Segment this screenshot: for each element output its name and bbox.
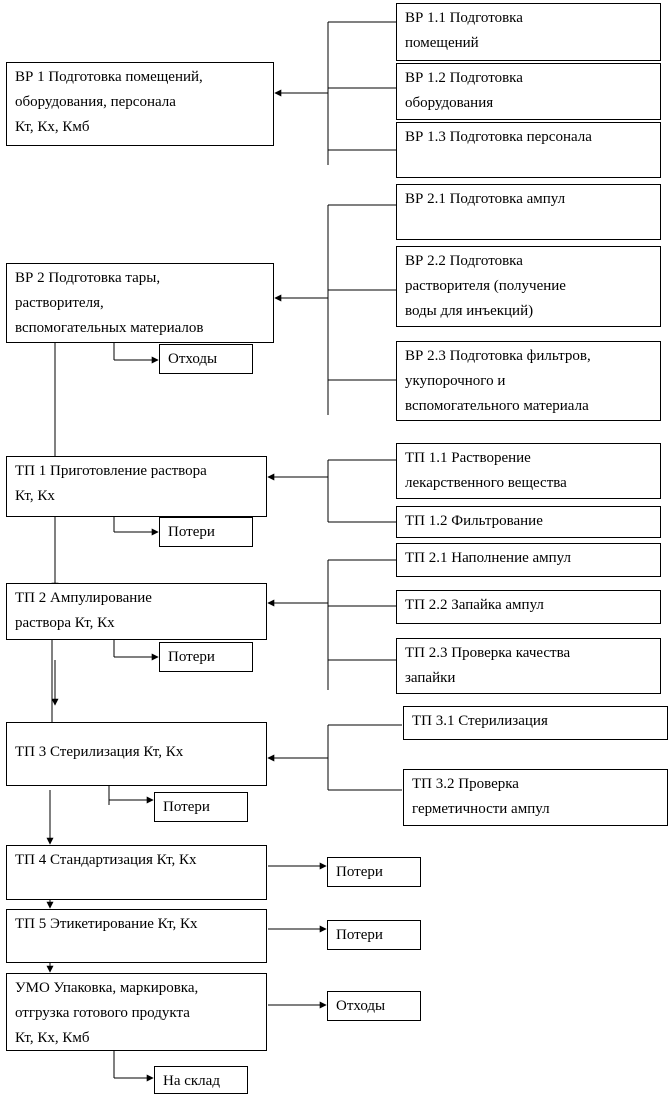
block-tp1: ТП 1 Приготовление раствора Кт, Кх	[6, 456, 267, 517]
block-tp2-2: ТП 2.2 Запайка ампул	[396, 590, 661, 624]
block-tp3: ТП 3 Стерилизация Кт, Кх	[6, 722, 267, 786]
block-vr1-2: ВР 1.2 Подготовка оборудования	[396, 63, 661, 120]
block-waste-2: Отходы	[327, 991, 421, 1021]
block-loss-3: Потери	[154, 792, 248, 822]
block-tp2: ТП 2 Ампулирование раствора Кт, Кх	[6, 583, 267, 640]
block-vr2: ВР 2 Подготовка тары, растворителя, вспомогательных материалов	[6, 263, 274, 343]
block-tp1-1: ТП 1.1 Растворение лекарственного вещества	[396, 443, 661, 499]
block-loss-5: Потери	[327, 920, 421, 950]
block-tp2-3: ТП 2.3 Проверка качества запайки	[396, 638, 661, 694]
block-vr1-1: ВР 1.1 Подготовка помещений	[396, 3, 661, 61]
block-loss-1: Потери	[159, 517, 253, 547]
block-vr1-3: ВР 1.3 Подготовка персонала	[396, 122, 661, 178]
block-vr2-2: ВР 2.2 Подготовка растворителя (получение воды для инъекций)	[396, 246, 661, 327]
block-tp1-2: ТП 1.2 Фильтрование	[396, 506, 661, 538]
block-waste-1: Отходы	[159, 344, 253, 374]
block-loss-2: Потери	[159, 642, 253, 672]
block-vr1: ВР 1 Подготовка помещений, оборудования, персонала Кт, Кх, Кмб	[6, 62, 274, 146]
block-store: На склад	[154, 1066, 248, 1094]
block-tp3-1: ТП 3.1 Стерилизация	[403, 706, 668, 740]
block-tp3-2: ТП 3.2 Проверка герметичности ампул	[403, 769, 668, 826]
block-vr2-3: ВР 2.3 Подготовка фильтров, укупорочного и вспомогательного материала	[396, 341, 661, 421]
block-tp2-1: ТП 2.1 Наполнение ампул	[396, 543, 661, 577]
block-loss-4: Потери	[327, 857, 421, 887]
block-tp5: ТП 5 Этикетирование Кт, Кх	[6, 909, 267, 963]
block-umo: УМО Упаковка, маркировка, отгрузка готового продукта Кт, Кх, Кмб	[6, 973, 267, 1051]
block-tp4: ТП 4 Стандартизация Кт, Кх	[6, 845, 267, 900]
block-vr2-1: ВР 2.1 Подготовка ампул	[396, 184, 661, 240]
